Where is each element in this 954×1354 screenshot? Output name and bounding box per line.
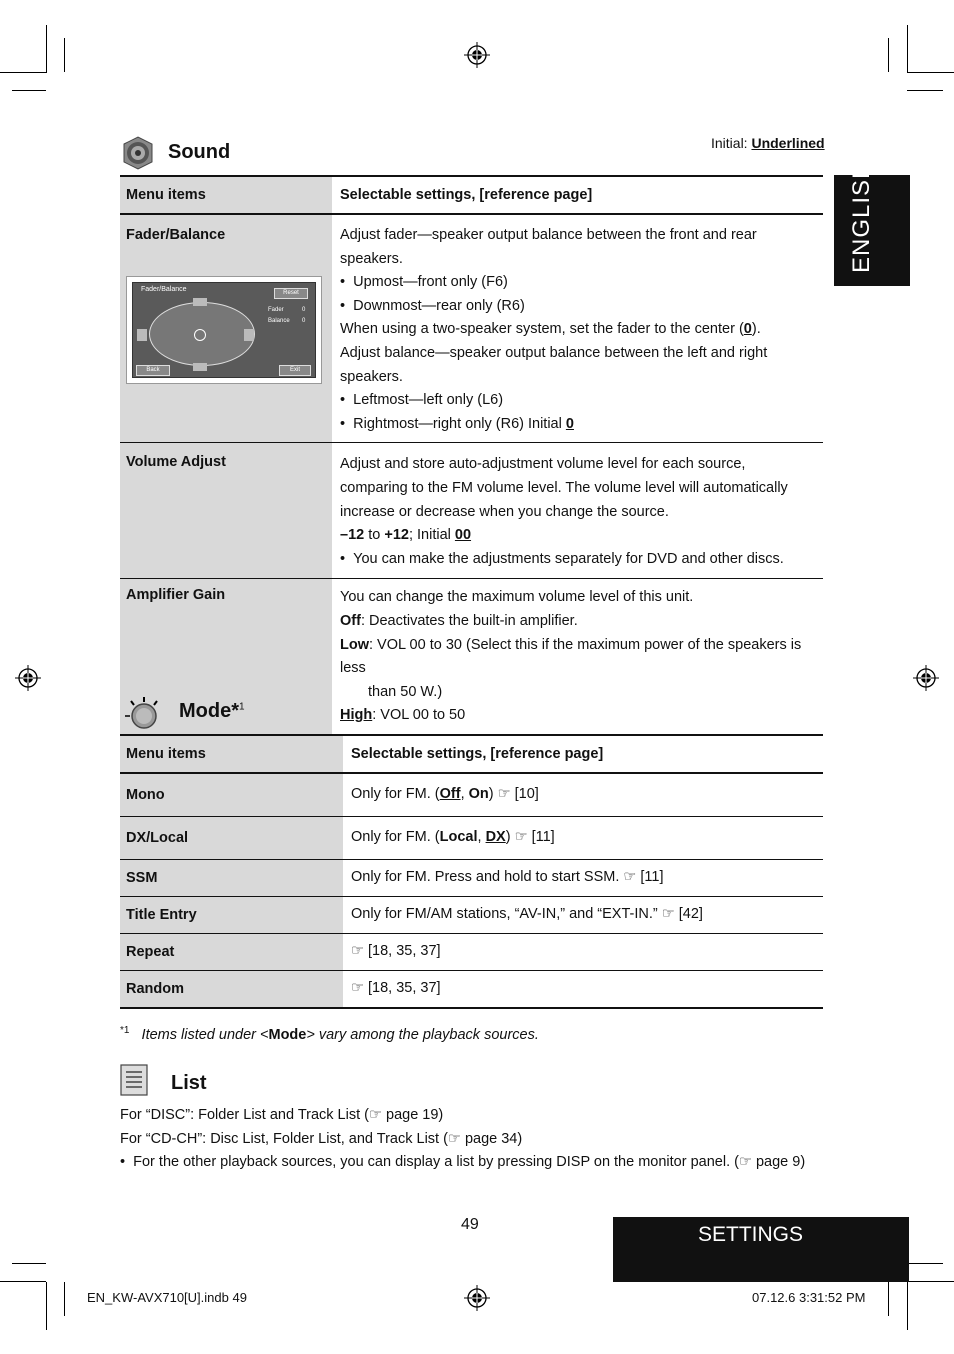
option-low xyxy=(340,634,817,681)
up-arrow-icon[interactable] xyxy=(193,298,207,306)
table-row xyxy=(120,773,823,817)
fader-label: Fader xyxy=(268,307,284,313)
table-row xyxy=(120,817,823,860)
fader-balance-screen xyxy=(126,276,322,384)
text-part: ). xyxy=(751,321,761,338)
initial-value: 00 xyxy=(454,527,472,544)
settings-cell xyxy=(343,773,823,817)
initial-value: DX xyxy=(485,829,506,846)
settings-cell: Only for FM/AM stations, “AV-IN,” and “EXT-IN.” ☞ [42] xyxy=(343,897,823,934)
settings-text: Adjust and store auto-adjustment volume level for each source, comparing to the FM volume level. The volume level will automatically increase or decrease when you change the source. xyxy=(340,456,788,520)
initial-value: 0 xyxy=(743,321,752,338)
bullet-item: • Downmost—rear only (R6) xyxy=(340,297,525,314)
settings-text xyxy=(340,318,817,342)
bullet-text: Rightmost—right only (R6) Initial xyxy=(353,415,566,432)
table-row xyxy=(120,971,823,1009)
table-row xyxy=(120,443,823,579)
settings-cell: Only for FM. Press and hold to start SSM. ☞ [11] xyxy=(343,860,823,897)
registration-mark-icon xyxy=(913,665,939,691)
list-icon xyxy=(118,1062,152,1098)
option-name: On xyxy=(468,786,489,803)
menu-item: DX/Local xyxy=(120,817,343,860)
crop-mark xyxy=(64,38,65,72)
crop-mark xyxy=(64,1282,65,1316)
option-name: Low xyxy=(340,636,369,653)
menu-item: Mono xyxy=(120,773,343,817)
mode-title xyxy=(179,700,245,723)
menu-item xyxy=(120,214,332,443)
list-title: List xyxy=(171,1072,207,1094)
settings-text: Adjust fader—speaker output balance between the front and rear speakers. xyxy=(340,227,757,267)
crop-mark xyxy=(907,90,943,91)
settings-cell xyxy=(332,443,823,579)
option-name: Off xyxy=(340,612,361,629)
balance-label: Balance xyxy=(268,318,290,324)
bullet-item: • You can make the adjustments separately for DVD and other discs. xyxy=(340,550,784,567)
crop-mark xyxy=(888,1282,889,1316)
text-part: Only for FM. ( xyxy=(351,829,440,846)
right-arrow-icon[interactable] xyxy=(244,329,254,341)
footer-right: 07.12.6 3:31:52 PM xyxy=(752,1290,866,1305)
screen-panel xyxy=(132,282,316,378)
menu-item-label: Fader/Balance xyxy=(126,227,226,243)
footer-left: EN_KW-AVX710[U].indb 49 xyxy=(87,1290,247,1305)
menu-item: Random xyxy=(120,971,343,1009)
bullet-text: Leftmost—left only (L6) xyxy=(353,392,504,409)
speaker-icon xyxy=(118,134,156,172)
bullet-text: Downmost—rear only (R6) xyxy=(353,297,525,314)
text-part: ) ☞ [10] xyxy=(488,786,539,803)
settings-cell xyxy=(332,214,823,443)
text-part: ) ☞ [11] xyxy=(505,829,555,846)
registration-mark-icon xyxy=(464,42,490,68)
text-part: > vary among the playback sources. xyxy=(306,1026,539,1043)
mode-title-text: Mode* xyxy=(179,700,239,722)
settings-cell: ☞ [18, 35, 37] xyxy=(343,971,823,1009)
initial-note xyxy=(711,135,825,151)
crop-mark xyxy=(12,90,46,91)
settings-text: Adjust balance—speaker output balance between the left and right speakers. xyxy=(340,344,768,385)
crop-mark xyxy=(0,1281,46,1282)
bullet-text: Upmost—front only (F6) xyxy=(353,274,508,291)
sound-table xyxy=(120,175,823,735)
range-max: +12 xyxy=(384,527,409,544)
dial-icon xyxy=(122,695,162,731)
bullet-item: • Upmost—front only (F6) xyxy=(340,274,508,291)
header-menu-items: Menu items xyxy=(120,735,343,773)
option-desc: : VOL 00 to 50 xyxy=(372,707,466,724)
bullet-text: For the other playback sources, you can display a list by pressing DISP on the monitor panel. (☞ page 9) xyxy=(133,1154,806,1170)
text-part: When using a two-speaker system, set the fader to the center ( xyxy=(340,321,744,338)
footnote xyxy=(120,1025,539,1043)
crop-mark xyxy=(46,1282,47,1330)
text-part: , xyxy=(460,786,469,803)
text-part: Only for FM. ( xyxy=(351,786,440,803)
menu-item: Title Entry xyxy=(120,897,343,934)
language-tab xyxy=(834,160,910,286)
screen-title: Fader/Balance xyxy=(141,286,187,293)
text-part: Mode xyxy=(268,1026,307,1043)
table-row xyxy=(120,214,823,443)
settings-cell: ☞ [18, 35, 37] xyxy=(343,934,823,971)
text-part: to xyxy=(364,527,385,544)
page-number: 49 xyxy=(461,1216,479,1233)
crop-mark xyxy=(46,25,47,73)
table-row xyxy=(120,860,823,897)
crop-mark xyxy=(907,25,908,73)
crop-mark xyxy=(907,1263,943,1264)
mode-title-footnote: 1 xyxy=(239,701,245,713)
crop-mark xyxy=(907,1281,954,1282)
text-part: ; Initial xyxy=(408,527,455,544)
initial-note-label: Initial: xyxy=(711,135,748,151)
bullet-text: You can make the adjustments separately for DVD and other discs. xyxy=(353,550,784,567)
option-high xyxy=(340,704,817,728)
section-tab-label: SETTINGS xyxy=(698,1223,804,1246)
table-row xyxy=(120,934,823,971)
menu-item: Amplifier Gain xyxy=(120,579,332,735)
range-text xyxy=(340,524,817,548)
section-tab xyxy=(613,1217,909,1282)
list-description xyxy=(120,1104,820,1175)
exit-button[interactable]: Exit xyxy=(279,365,311,376)
range-min: –12 xyxy=(340,527,365,544)
back-button[interactable]: Back xyxy=(136,365,170,376)
header-settings: Selectable settings, [reference page] xyxy=(343,735,823,773)
option-name: High xyxy=(340,707,373,724)
language-tab-label: ENGLISH xyxy=(848,160,875,273)
settings-cell xyxy=(332,579,823,735)
down-arrow-icon[interactable] xyxy=(193,363,207,371)
crop-mark xyxy=(907,72,954,73)
footnote-mark: *1 xyxy=(120,1025,130,1036)
settings-text: You can change the maximum volume level of this unit. xyxy=(340,589,694,606)
initial-value: Off xyxy=(439,786,461,803)
left-arrow-icon[interactable] xyxy=(137,329,147,341)
registration-mark-icon xyxy=(15,665,41,691)
list-line: For “DISC”: Folder List and Track List (☞ page 19) xyxy=(120,1107,444,1123)
header-settings: Selectable settings, [reference page] xyxy=(332,176,823,214)
option-desc: : Deactivates the built-in amplifier. xyxy=(360,612,578,629)
initial-note-value: Underlined xyxy=(751,135,825,151)
fader-value: 0 xyxy=(302,307,306,313)
table-header xyxy=(120,735,823,773)
settings-cell xyxy=(343,817,823,860)
option-desc: : VOL 00 to 30 (Select this if the maximum power of the speakers is less xyxy=(340,636,802,677)
header-menu-items: Menu items xyxy=(120,176,332,214)
table-row xyxy=(120,897,823,934)
balance-value: 0 xyxy=(302,318,306,324)
text-part: Items listed under < xyxy=(141,1026,269,1043)
registration-mark-icon xyxy=(464,1285,490,1311)
menu-item: SSM xyxy=(120,860,343,897)
crop-mark xyxy=(0,72,46,73)
table-header xyxy=(120,176,823,214)
bullet-item: • For the other playback sources, you can display a list by pressing DISP on the monitor panel. (☞ page 9) xyxy=(120,1154,806,1170)
crop-mark xyxy=(888,38,889,72)
option-name: Local xyxy=(439,829,478,846)
initial-value: 0 xyxy=(565,415,574,432)
menu-item: Volume Adjust xyxy=(120,443,332,579)
reset-button[interactable]: Reset xyxy=(274,288,308,299)
menu-item: Repeat xyxy=(120,934,343,971)
option-off xyxy=(340,610,817,634)
text-part: , xyxy=(477,829,486,846)
crosshair-icon xyxy=(194,329,206,341)
bullet-item: • Rightmost—right only (R6) Initial 0 xyxy=(340,415,574,432)
list-line: For “CD-CH”: Disc List, Folder List, and Track List (☞ page 34) xyxy=(120,1130,523,1147)
sound-title: Sound xyxy=(168,141,231,163)
option-desc-cont: than 50 W.) xyxy=(368,683,443,700)
crop-mark xyxy=(12,1263,46,1264)
mode-table xyxy=(120,734,823,1009)
bullet-item: • Leftmost—left only (L6) xyxy=(340,392,504,409)
crop-mark xyxy=(907,1282,908,1330)
